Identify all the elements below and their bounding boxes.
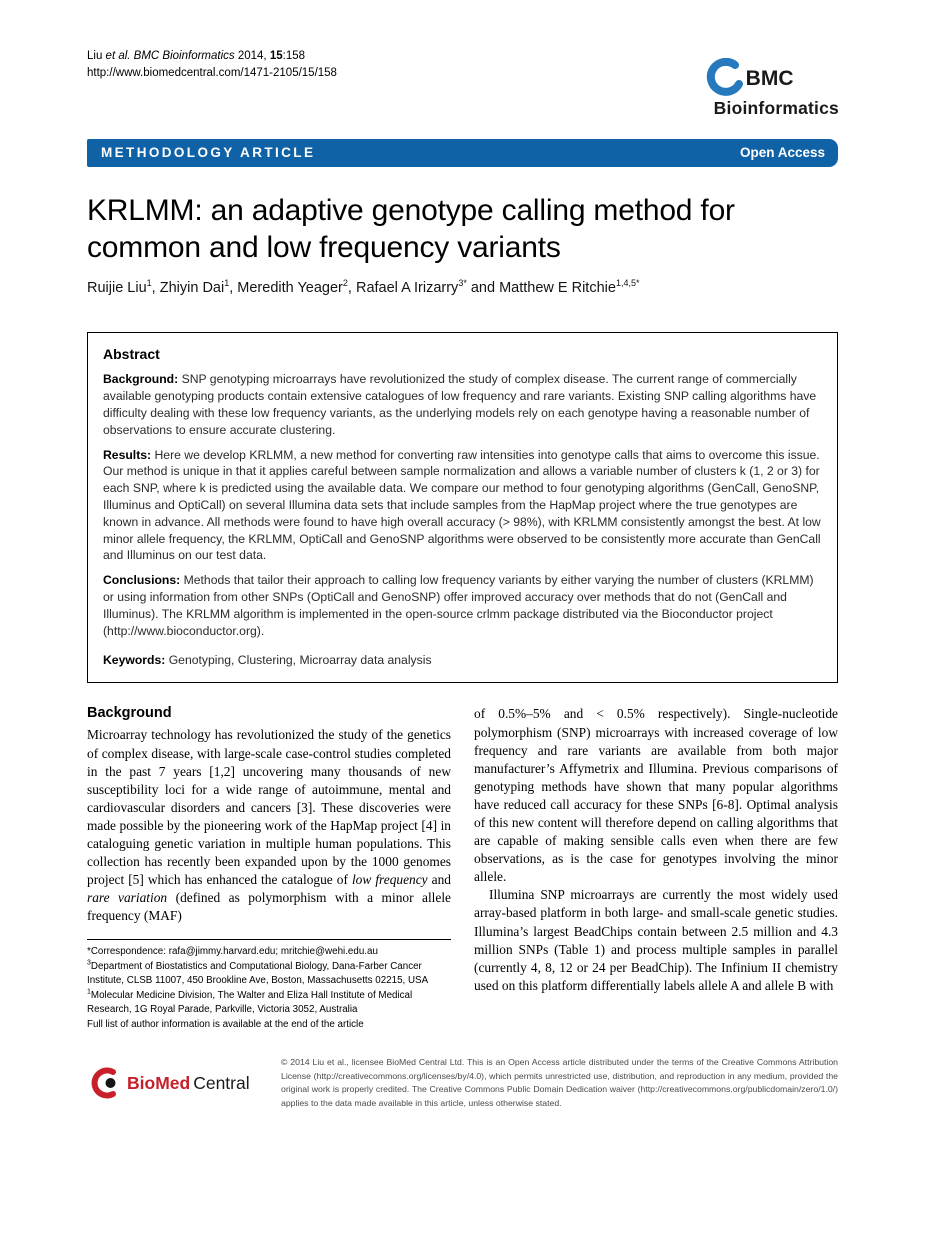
abstract-keywords-label: Keywords: (103, 652, 166, 667)
background-text: and (427, 872, 451, 888)
author-affiliation-sup: 3* (458, 278, 467, 289)
footnote-sup: 3 (87, 959, 91, 967)
author-name: Meredith Yeager (237, 279, 343, 296)
background-paragraph (87, 726, 451, 925)
bmc-journal-logo (702, 58, 839, 119)
correspondence-note (87, 945, 451, 959)
footnote-sup: 1 (87, 988, 91, 996)
author-separator: , (347, 279, 356, 296)
abstract-results (103, 447, 822, 565)
author-separator: , (151, 279, 160, 296)
copyright-text: © 2014 Liu et al., licensee BioMed Central Ltd. This is an Open Access article distributed under the terms of the Creative Commons Attribution License (http://creativecommons.org/licenses/by/4.0), which permits unrestricted use, distribution, and reproduction in any medium, provided the original work is properly credited. The Creative Commons Public Domain Dedication waiver (http://creativecommons.org/publicdomain/zero/1.0/) applies to the data made available in this article, unless otherwise stated. (281, 1057, 838, 1108)
author-separator: and (466, 279, 500, 296)
citation-year: 2014, (234, 50, 270, 62)
citation-pre: Liu (87, 50, 106, 62)
background-text: (defined as polymorphism with a minor allele frequency (MAF) (87, 890, 452, 924)
open-access-label: Open Access (739, 145, 825, 160)
citation-page: :158 (282, 50, 306, 62)
author-name: Rafael A Irizarry (355, 279, 459, 296)
footnote-text: Department of Biostatistics and Computational Biology, Dana-Farber Cancer Institute, CLSB 11007, 450 Brookline Ave, Boston, Massachusetts 02215, USA (87, 960, 429, 987)
abstract-background (103, 371, 822, 438)
author-list (87, 280, 838, 296)
background-text: Microarray technology has revolutionized the study of the genetics of complex disease, with large-scale case-control studies completed in the past 7 years [1,2] uncovering many thousands of new susceptibility loci for a wide range of autoimmune, mental and cardiovascular disorders and cancers [3]. These discoveries were made possible by the pioneering work of the HapMap project [4] in cataloguing genetic variation in multiple human populations. This collection has recently been expanded upon by the 1000 genomes project [5] which has enhanced the catalogue of (87, 727, 451, 888)
abstract-background-label: Background: (103, 372, 179, 387)
article-body (87, 705, 838, 1032)
left-column (87, 705, 451, 1032)
footnotes (87, 939, 451, 1032)
section-heading-background: Background (87, 705, 172, 722)
abstract-box (87, 332, 838, 684)
affiliation-3 (87, 960, 451, 989)
abstract-keywords-text: Genotyping, Clustering, Microarray data analysis (168, 652, 432, 667)
italic-term-rare-variation: rare variation (87, 890, 168, 906)
body-paragraph-1: of 0.5%–5% and < 0.5% respectively). Single-nucleotide polymorphism (SNP) microarrays with increased coverage of low frequency and rare variants are available from both major manufacturer’s Affymetrix and Illumina. Previous comparisons of genotyping methods have shown that many popular algorithms have reduced call accuracy for these SNPs [6-8]. Optimal analysis of this new content will therefore depend on calling algorithms that are capable of making sensible calls even when there are few observations, as is the case for genotypes involving the minor allele. (474, 706, 838, 885)
footer (87, 1056, 838, 1110)
article-type-banner (87, 139, 838, 167)
abstract-background-text: SNP genotyping microarrays have revolutionized the study of complex disease. The current range of commercially available genotyping products contain extensive catalogues of low frequency and rare variants. Existing SNP calling algorithms have difficulty dealing with these low frequency variants, as the underlying models rely on each genotype having a reasonable number of observations to ensure accurate clustering. (103, 372, 817, 437)
author-affiliation-sup: 1,4,5* (615, 278, 640, 289)
abstract-results-text: Here we develop KRLMM, a new method for converting raw intensities into genotype calls that aims to overcome this issue. Our method is unique in that it applies careful between sample normalization and allows a variable number of clusters k (1, 2 or 3) for each SNP, where k is predicted using the available data. We compare our method to four genotyping algorithms (GenCall, GenoSNP, Illuminus and OptiCall) on several Illumina data sets that include samples from the HapMap project where the true genotypes are known in advance. All methods were found to have high overall accuracy (> 98%), with KRLMM consistently amongst the best. At low minor allele frequency, the KRLMM, OptiCall and GenoSNP algorithms were observed to be consistently more accurate than GenCall and Illuminus on our test data. (103, 447, 821, 563)
article-title: KRLMM: an adaptive genotype calling method for common and low frequency variants (87, 193, 735, 264)
right-column (474, 705, 838, 1032)
biomed-central-logo (87, 1056, 263, 1100)
bmc-logo-text: BMC (745, 67, 794, 90)
abstract-conclusions-text: Methods that tailor their approach to calling low frequency variants by either varying the number of clusters (KRLMM) or using information from other SNPs (OptiCall and GenoSNP) offer improved accuracy over methods that do not (GenCall and Illuminus). The KRLMM algorithm is implemented in the open-source crlmm package distributed via the Bioconductor project (http://www.bioconductor.org). (103, 573, 814, 638)
biomed-logo-text-central: Central (193, 1072, 250, 1093)
citation-journal: et al. BMC Bioinformatics (105, 50, 235, 62)
body-paragraph-2: Illumina SNP microarrays are currently the most widely used array-based platform in both large- and small-scale genetic studies. Illumina’s largest BeadChips contain between 2.5 million and 4.3 million SNPs (Table 1) and process multiple samples in parallel (currently 4, 8, 12 or 24 per BeadChip). The Infinium II chemistry used on this platform differentially labels allele A and allele B with (474, 887, 838, 993)
author-name: Matthew E Ritchie (499, 279, 616, 296)
author-info-note (87, 1018, 451, 1032)
author-affiliation-sup: 1 (146, 278, 152, 289)
author-name: Zhiyin Dai (159, 279, 225, 296)
italic-term-low-frequency: low frequency (351, 872, 428, 888)
abstract-heading: Abstract (103, 345, 160, 362)
citation-volume: 15 (269, 50, 283, 62)
author-name: Ruijie Liu (87, 279, 147, 296)
abstract-keywords (103, 652, 822, 669)
footnote-text: Molecular Medicine Division, The Walter and Eliza Hall Institute of Medical Research, 1G Royal Parade, Parkville, Victoria 3052, Australia (87, 989, 413, 1016)
abstract-results-label: Results: (103, 447, 152, 462)
bmc-logo-row (702, 58, 839, 100)
biomed-central-mark-icon (87, 1066, 121, 1100)
author-affiliation-sup: 2 (342, 278, 348, 289)
biomed-logo-text-bio: BioMed (127, 1072, 191, 1093)
article-type-label: METHODOLOGY ARTICLE (101, 145, 316, 160)
abstract-conclusions-label: Conclusions: (103, 573, 181, 588)
article-url: http://www.biomedcentral.com/1471-2105/15/158 (87, 67, 337, 80)
footnote-text: Full list of author information is available at the end of the article (87, 1018, 364, 1030)
bmc-swoosh-icon (702, 58, 744, 100)
author-separator: , (229, 279, 238, 296)
bmc-logo-subtitle: Bioinformatics (713, 98, 839, 118)
abstract-conclusions (103, 572, 822, 639)
author-affiliation-sup: 1 (224, 278, 230, 289)
affiliation-1 (87, 989, 451, 1018)
footnote-text: *Correspondence: rafa@jimmy.harvard.edu; mritchie@wehi.edu.au (87, 946, 378, 958)
